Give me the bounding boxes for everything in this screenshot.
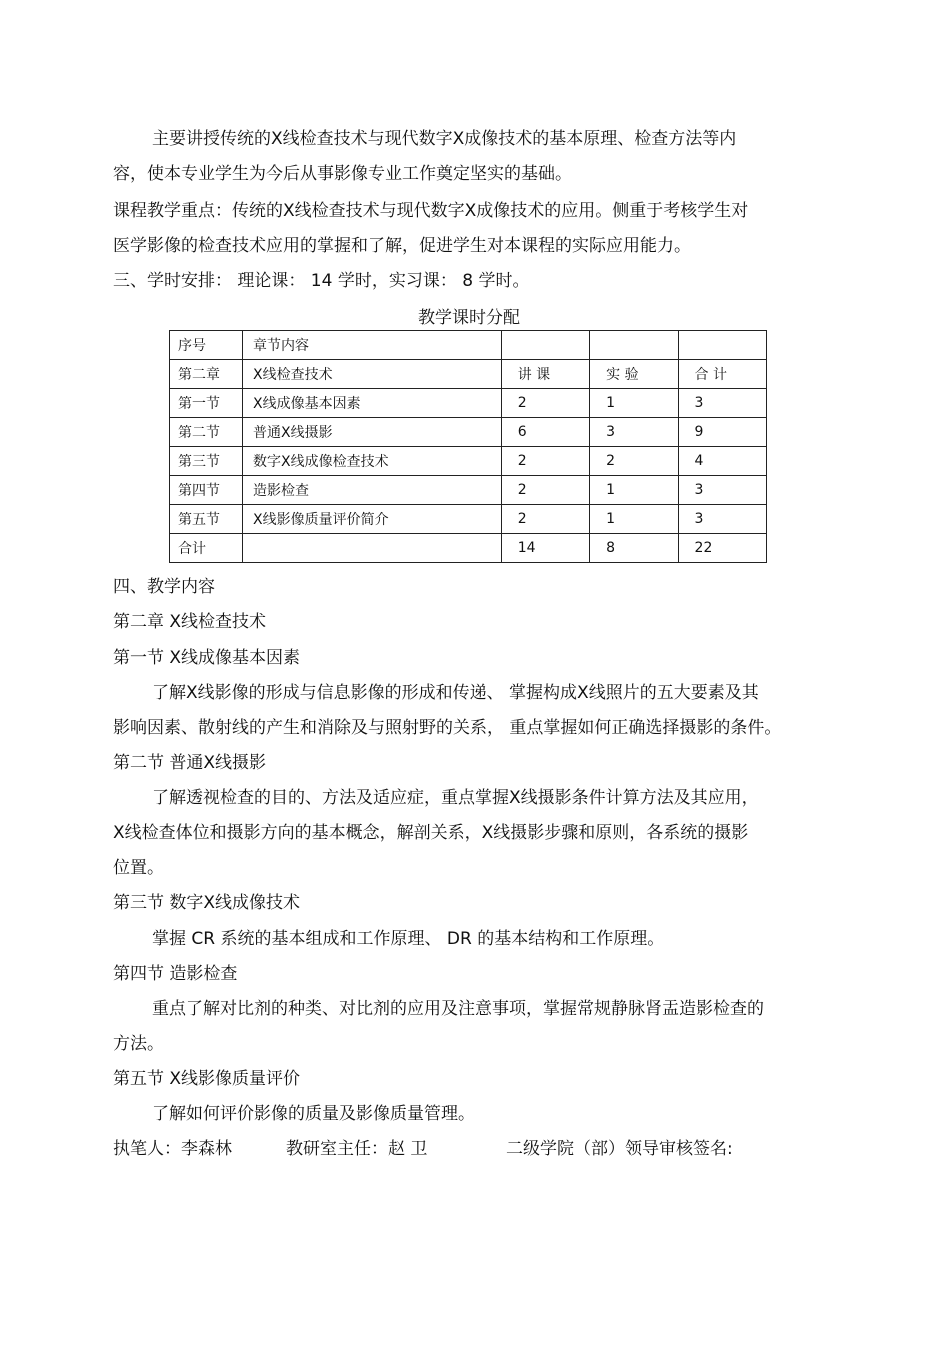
intro-line-2: 容，使本专业学生为今后从事影像专业工作奠定坚实的基础。	[113, 164, 572, 184]
section-2-paragraph-line-2: X线检查体位和摄影方向的基本概念，解剖关系，X线摄影步骤和原则，各系统的摄影	[113, 823, 749, 843]
section-4-title: 第四节 造影检查	[113, 964, 238, 984]
review-signature: 二级学院（部）领导审核签名:	[506, 1139, 733, 1159]
table-cell: 第四节	[170, 476, 243, 505]
section-5-paragraph: 了解如何评价影像的质量及影像质量管理。	[152, 1104, 475, 1124]
table-row	[170, 505, 767, 534]
table-cell: 1	[590, 389, 678, 418]
hours-table	[169, 330, 767, 563]
table-cell: 3	[678, 389, 766, 418]
chapter-title: 第二章 X线检查技术	[113, 612, 267, 632]
table-row	[170, 447, 767, 476]
table-cell: 合 计	[678, 360, 766, 389]
table-cell: 合计	[170, 534, 243, 563]
table-cell: 2	[501, 447, 589, 476]
table-cell: 第五节	[170, 505, 243, 534]
section-2-paragraph-line-1: 了解透视检查的目的、方法及适应症，重点掌握X线摄影条件计算方法及其应用，	[152, 788, 759, 808]
table-row	[170, 360, 767, 389]
table-cell: 6	[501, 418, 589, 447]
table-cell: 造影检查	[242, 476, 501, 505]
section-3-title: 第三节 数字X线成像技术	[113, 893, 301, 913]
table-cell: 3	[678, 505, 766, 534]
table-cell: 序号	[170, 331, 243, 360]
table-cell	[590, 331, 678, 360]
table-cell: 实 验	[590, 360, 678, 389]
section-1-title: 第一节 X线成像基本因素	[113, 648, 301, 668]
focus-line-1: 课程教学重点：传统的X线检查技术与现代数字X成像技术的应用。侧重于考核学生对	[113, 201, 749, 221]
table-cell: 14	[501, 534, 589, 563]
table-caption: 教学课时分配	[418, 308, 520, 328]
table-cell: 第二节	[170, 418, 243, 447]
table-cell	[242, 534, 501, 563]
table-cell: 4	[678, 447, 766, 476]
section-2-title: 第二节 普通X线摄影	[113, 753, 267, 773]
table-cell: 1	[590, 476, 678, 505]
table-header-row	[170, 331, 767, 360]
table-cell: 普通X线摄影	[242, 418, 501, 447]
table-total-row	[170, 534, 767, 563]
table-cell: 2	[501, 476, 589, 505]
table-cell: 2	[501, 389, 589, 418]
writer-signature: 执笔人：李森林	[113, 1139, 232, 1159]
table-cell: 讲 课	[501, 360, 589, 389]
table-cell: 22	[678, 534, 766, 563]
table-cell: 2	[590, 447, 678, 476]
table-cell: 3	[590, 418, 678, 447]
section-4-paragraph-line-2: 方法。	[113, 1034, 164, 1054]
intro-line-1: 主要讲授传统的X线检查技术与现代数字X成像技术的基本原理、检查方法等内	[152, 129, 737, 149]
table-cell: 数字X线成像检查技术	[242, 447, 501, 476]
section-3-paragraph: 掌握 CR 系统的基本组成和工作原理、 DR 的基本结构和工作原理。	[152, 929, 665, 949]
section-5-title: 第五节 X线影像质量评价	[113, 1069, 301, 1089]
section-heading: 四、教学内容	[113, 577, 215, 597]
table-cell	[678, 331, 766, 360]
table-cell: 章节内容	[242, 331, 501, 360]
table-cell: X线成像基本因素	[242, 389, 501, 418]
table-row	[170, 418, 767, 447]
table-row	[170, 389, 767, 418]
hours-line: 三、学时安排： 理论课： 14 学时，实习课： 8 学时。	[113, 271, 530, 291]
table-cell: 第一节	[170, 389, 243, 418]
table-row	[170, 476, 767, 505]
section-1-paragraph-line-1: 了解X线影像的形成与信息影像的形成和传递、 掌握构成X线照片的五大要素及其	[152, 683, 759, 703]
table-cell: 9	[678, 418, 766, 447]
focus-line-2: 医学影像的检查技术应用的掌握和了解，促进学生对本课程的实际应用能力。	[113, 236, 691, 256]
table-cell: X线影像质量评价简介	[242, 505, 501, 534]
table-cell: 第二章	[170, 360, 243, 389]
table-cell: 3	[678, 476, 766, 505]
table-cell: 2	[501, 505, 589, 534]
table-cell: 8	[590, 534, 678, 563]
table-cell: 1	[590, 505, 678, 534]
section-4-paragraph-line-1: 重点了解对比剂的种类、对比剂的应用及注意事项，掌握常规静脉肾盂造影检查的	[152, 999, 764, 1019]
section-2-paragraph-line-3: 位置。	[113, 858, 164, 878]
director-signature: 教研室主任：赵 卫	[286, 1139, 428, 1159]
table-cell	[501, 331, 589, 360]
section-1-paragraph-line-2: 影响因素、散射线的产生和消除及与照射野的关系， 重点掌握如何正确选择摄影的条件。	[113, 718, 782, 738]
table-cell: X线检查技术	[242, 360, 501, 389]
table-cell: 第三节	[170, 447, 243, 476]
